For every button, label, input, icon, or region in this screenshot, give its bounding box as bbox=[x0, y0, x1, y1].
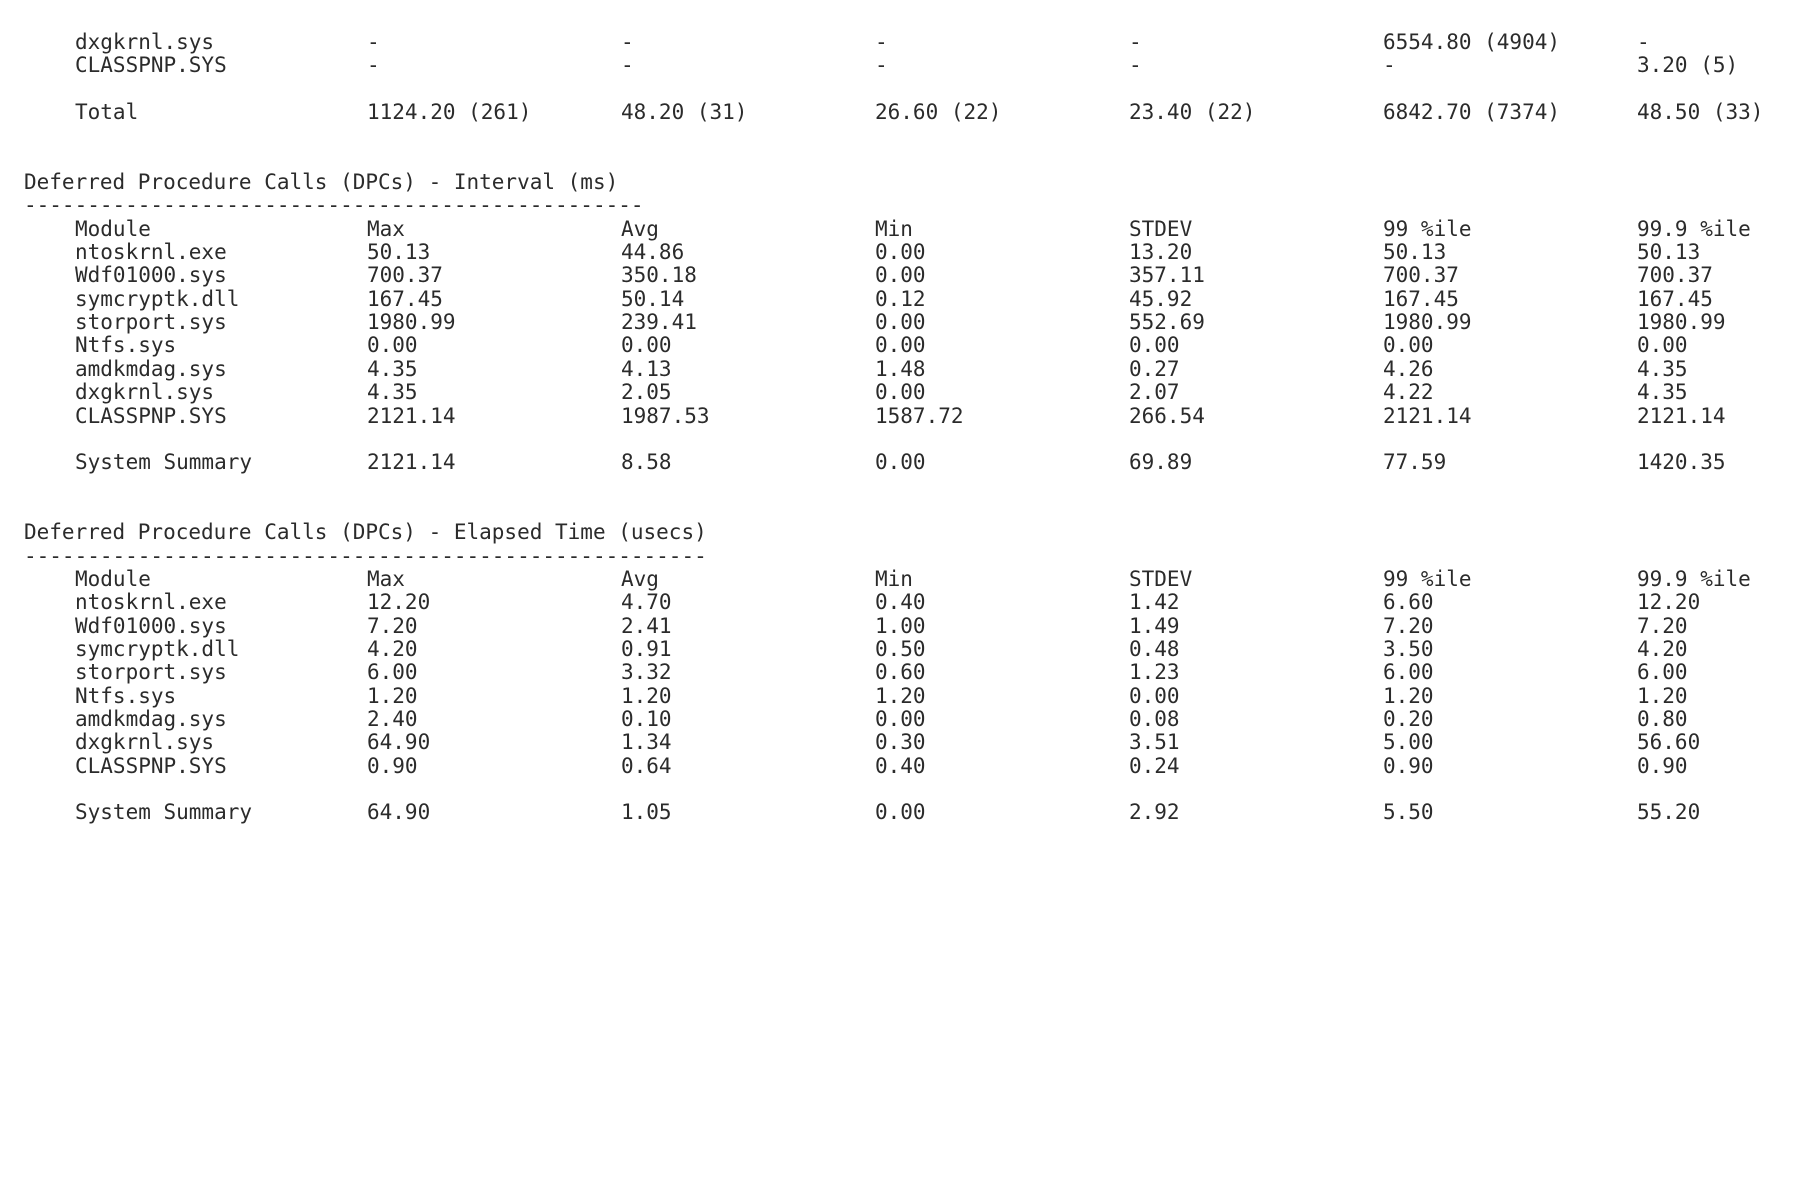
value-cell: 64.90 bbox=[367, 730, 431, 755]
total-label: Total bbox=[75, 100, 139, 125]
summary-label: System Summary bbox=[75, 800, 253, 825]
value-cell: 77.59 bbox=[1383, 450, 1447, 475]
column-header: STDEV bbox=[1129, 216, 1193, 241]
value-cell: 0.00 bbox=[621, 333, 672, 358]
summary-row bbox=[0, 801, 1800, 824]
module-name: dxgkrnl.sys bbox=[75, 380, 215, 405]
value-cell: 0.00 bbox=[875, 240, 926, 265]
module-name: symcryptk.dll bbox=[75, 286, 240, 311]
table-row bbox=[0, 591, 1800, 614]
value-cell: 50.14 bbox=[621, 286, 685, 311]
value-cell: 0.00 bbox=[875, 310, 926, 335]
column-header: Module bbox=[75, 566, 151, 591]
value-cell: 0.27 bbox=[1129, 356, 1180, 381]
value-cell: 23.40 (22) bbox=[1129, 100, 1256, 125]
table-row bbox=[0, 615, 1800, 638]
section-title: Deferred Procedure Calls (DPCs) - Interval (ms) bbox=[24, 170, 619, 195]
module-name: ntoskrnl.exe bbox=[75, 590, 227, 615]
value-cell: 0.90 bbox=[367, 753, 418, 778]
table-row bbox=[0, 731, 1800, 754]
value-cell: 4.35 bbox=[367, 380, 418, 405]
value-cell: 48.50 (33) bbox=[1637, 100, 1764, 125]
value-cell: 0.48 bbox=[1129, 636, 1180, 661]
value-cell: 0.10 bbox=[621, 706, 672, 731]
value-cell: 700.37 bbox=[1637, 263, 1713, 288]
value-cell: 1.20 bbox=[621, 683, 672, 708]
value-cell: 2121.14 bbox=[367, 403, 456, 428]
module-name: storport.sys bbox=[75, 310, 227, 335]
value-cell: 64.90 bbox=[367, 800, 431, 825]
value-cell: 3.20 (5) bbox=[1637, 53, 1739, 78]
table-header-row bbox=[0, 568, 1800, 591]
value-cell: 0.20 bbox=[1383, 706, 1434, 731]
value-cell: 0.30 bbox=[875, 730, 926, 755]
value-cell: 7.20 bbox=[367, 613, 418, 638]
value-cell: 1987.53 bbox=[621, 403, 710, 428]
value-cell: 4.22 bbox=[1383, 380, 1434, 405]
value-cell: 350.18 bbox=[621, 263, 697, 288]
value-cell: 50.13 bbox=[1637, 240, 1701, 265]
value-cell: 4.13 bbox=[621, 356, 672, 381]
value-cell: 0.12 bbox=[875, 286, 926, 311]
module-name: Wdf01000.sys bbox=[75, 613, 227, 638]
value-cell: 6554.80 (4904) bbox=[1383, 30, 1561, 54]
module-name: symcryptk.dll bbox=[75, 636, 240, 661]
value-cell: 4.35 bbox=[1637, 356, 1688, 381]
value-cell: 700.37 bbox=[367, 263, 443, 288]
value-cell: 1.20 bbox=[1383, 683, 1434, 708]
value-cell: 56.60 bbox=[1637, 730, 1701, 755]
value-cell: 6842.70 (7374) bbox=[1383, 100, 1561, 125]
value-cell: - bbox=[875, 30, 888, 54]
value-cell: 0.00 bbox=[875, 263, 926, 288]
value-cell: 5.00 bbox=[1383, 730, 1434, 755]
value-cell: 26.60 (22) bbox=[875, 100, 1002, 125]
value-cell: 69.89 bbox=[1129, 450, 1193, 475]
module-name: dxgkrnl.sys bbox=[75, 730, 215, 755]
table-row bbox=[0, 31, 1800, 54]
value-cell: 3.50 bbox=[1383, 636, 1434, 661]
value-cell: 55.20 bbox=[1637, 800, 1701, 825]
column-header: Max bbox=[367, 566, 405, 591]
value-cell: 2.07 bbox=[1129, 380, 1180, 405]
value-cell: 2121.14 bbox=[1637, 403, 1726, 428]
module-name: Wdf01000.sys bbox=[75, 263, 227, 288]
column-header: STDEV bbox=[1129, 566, 1193, 591]
value-cell: 50.13 bbox=[1383, 240, 1447, 265]
value-cell: 2.05 bbox=[621, 380, 672, 405]
value-cell: 0.40 bbox=[875, 590, 926, 615]
table-row bbox=[0, 288, 1800, 311]
value-cell: 0.24 bbox=[1129, 753, 1180, 778]
value-cell: 2121.14 bbox=[1383, 403, 1472, 428]
column-header: Avg bbox=[621, 216, 659, 241]
value-cell: 1587.72 bbox=[875, 403, 964, 428]
value-cell: 1.20 bbox=[1637, 683, 1688, 708]
column-header: 99.9 %ile bbox=[1637, 566, 1751, 591]
table-row bbox=[0, 708, 1800, 731]
value-cell: 167.45 bbox=[1383, 286, 1459, 311]
value-cell: 1.23 bbox=[1129, 660, 1180, 685]
column-header: 99 %ile bbox=[1383, 216, 1472, 241]
column-header: 99 %ile bbox=[1383, 566, 1472, 591]
value-cell: 0.90 bbox=[1383, 753, 1434, 778]
table-row bbox=[0, 755, 1800, 778]
value-cell: 4.35 bbox=[367, 356, 418, 381]
module-name: Ntfs.sys bbox=[75, 333, 177, 358]
value-cell: 6.60 bbox=[1383, 590, 1434, 615]
column-header: Max bbox=[367, 216, 405, 241]
value-cell: 0.00 bbox=[875, 333, 926, 358]
module-name: CLASSPNP.SYS bbox=[75, 53, 227, 78]
table-row bbox=[0, 311, 1800, 334]
table-row bbox=[0, 405, 1800, 428]
table-row bbox=[0, 264, 1800, 287]
value-cell: 0.00 bbox=[875, 450, 926, 475]
column-header: Min bbox=[875, 216, 913, 241]
value-cell: 1980.99 bbox=[367, 310, 456, 335]
value-cell: 4.35 bbox=[1637, 380, 1688, 405]
value-cell: 3.51 bbox=[1129, 730, 1180, 755]
section-divider: ------------------------------------------------------ bbox=[24, 544, 707, 568]
value-cell: 0.08 bbox=[1129, 706, 1180, 731]
value-cell: 1.20 bbox=[875, 683, 926, 708]
value-cell: 700.37 bbox=[1383, 263, 1459, 288]
module-name: dxgkrnl.sys bbox=[75, 30, 215, 54]
module-name: CLASSPNP.SYS bbox=[75, 403, 227, 428]
value-cell: - bbox=[1129, 30, 1142, 54]
value-cell: 0.00 bbox=[875, 706, 926, 731]
value-cell: - bbox=[367, 53, 380, 78]
value-cell: 6.00 bbox=[367, 660, 418, 685]
value-cell: 7.20 bbox=[1637, 613, 1688, 638]
value-cell: 0.00 bbox=[1129, 683, 1180, 708]
value-cell: 6.00 bbox=[1383, 660, 1434, 685]
value-cell: 1980.99 bbox=[1383, 310, 1472, 335]
value-cell: 552.69 bbox=[1129, 310, 1205, 335]
value-cell: 8.58 bbox=[621, 450, 672, 475]
value-cell: 2.92 bbox=[1129, 800, 1180, 825]
column-header: 99.9 %ile bbox=[1637, 216, 1751, 241]
summary-row bbox=[0, 451, 1800, 474]
value-cell: 1124.20 (261) bbox=[367, 100, 532, 125]
value-cell: 1.42 bbox=[1129, 590, 1180, 615]
value-cell: 0.00 bbox=[1383, 333, 1434, 358]
value-cell: 4.20 bbox=[1637, 636, 1688, 661]
value-cell: - bbox=[1129, 53, 1142, 78]
value-cell: 1.20 bbox=[367, 683, 418, 708]
value-cell: 2121.14 bbox=[367, 450, 456, 475]
value-cell: 48.20 (31) bbox=[621, 100, 748, 125]
value-cell: 4.26 bbox=[1383, 356, 1434, 381]
value-cell: 0.00 bbox=[875, 380, 926, 405]
column-header: Avg bbox=[621, 566, 659, 591]
value-cell: - bbox=[621, 53, 634, 78]
module-name: storport.sys bbox=[75, 660, 227, 685]
value-cell: - bbox=[875, 53, 888, 78]
section-title: Deferred Procedure Calls (DPCs) - Elapsed Time (usecs) bbox=[24, 520, 707, 545]
value-cell: 0.91 bbox=[621, 636, 672, 661]
value-cell: 0.00 bbox=[1637, 333, 1688, 358]
value-cell: 2.41 bbox=[621, 613, 672, 638]
table-row bbox=[0, 685, 1800, 708]
table-row bbox=[0, 54, 1800, 77]
table-row bbox=[0, 381, 1800, 404]
value-cell: 0.50 bbox=[875, 636, 926, 661]
module-name: Ntfs.sys bbox=[75, 683, 177, 708]
value-cell: 50.13 bbox=[367, 240, 431, 265]
value-cell: 239.41 bbox=[621, 310, 697, 335]
value-cell: 167.45 bbox=[1637, 286, 1713, 311]
value-cell: 0.40 bbox=[875, 753, 926, 778]
value-cell: 45.92 bbox=[1129, 286, 1193, 311]
value-cell: 0.90 bbox=[1637, 753, 1688, 778]
column-header: Min bbox=[875, 566, 913, 591]
module-name: amdkmdag.sys bbox=[75, 706, 227, 731]
value-cell: 0.00 bbox=[367, 333, 418, 358]
value-cell: 0.00 bbox=[1129, 333, 1180, 358]
value-cell: 3.32 bbox=[621, 660, 672, 685]
value-cell: 0.80 bbox=[1637, 706, 1688, 731]
table-row bbox=[0, 638, 1800, 661]
value-cell: 4.20 bbox=[367, 636, 418, 661]
value-cell: 0.60 bbox=[875, 660, 926, 685]
value-cell: 1.00 bbox=[875, 613, 926, 638]
value-cell: 1420.35 bbox=[1637, 450, 1726, 475]
value-cell: 12.20 bbox=[1637, 590, 1701, 615]
table-header-row bbox=[0, 218, 1800, 241]
value-cell: 167.45 bbox=[367, 286, 443, 311]
value-cell: 1.34 bbox=[621, 730, 672, 755]
section-divider: ------------------------------------------------- bbox=[24, 194, 644, 218]
summary-label: System Summary bbox=[75, 450, 253, 475]
value-cell: - bbox=[1383, 53, 1396, 78]
value-cell: 1980.99 bbox=[1637, 310, 1726, 335]
table-row bbox=[0, 334, 1800, 357]
table-row bbox=[0, 241, 1800, 264]
value-cell: 7.20 bbox=[1383, 613, 1434, 638]
value-cell: - bbox=[621, 30, 634, 54]
value-cell: 44.86 bbox=[621, 240, 685, 265]
module-name: CLASSPNP.SYS bbox=[75, 753, 227, 778]
module-name: ntoskrnl.exe bbox=[75, 240, 227, 265]
value-cell: 1.49 bbox=[1129, 613, 1180, 638]
value-cell: - bbox=[367, 30, 380, 54]
value-cell: 0.64 bbox=[621, 753, 672, 778]
module-name: amdkmdag.sys bbox=[75, 356, 227, 381]
value-cell: 4.70 bbox=[621, 590, 672, 615]
table-row bbox=[0, 358, 1800, 381]
value-cell: 13.20 bbox=[1129, 240, 1193, 265]
value-cell: 266.54 bbox=[1129, 403, 1205, 428]
total-row bbox=[0, 101, 1800, 124]
value-cell: 1.48 bbox=[875, 356, 926, 381]
table-row bbox=[0, 661, 1800, 684]
value-cell: 5.50 bbox=[1383, 800, 1434, 825]
value-cell: - bbox=[1637, 30, 1650, 54]
column-header: Module bbox=[75, 216, 151, 241]
value-cell: 12.20 bbox=[367, 590, 431, 615]
value-cell: 0.00 bbox=[875, 800, 926, 825]
value-cell: 6.00 bbox=[1637, 660, 1688, 685]
value-cell: 357.11 bbox=[1129, 263, 1205, 288]
value-cell: 1.05 bbox=[621, 800, 672, 825]
value-cell: 2.40 bbox=[367, 706, 418, 731]
